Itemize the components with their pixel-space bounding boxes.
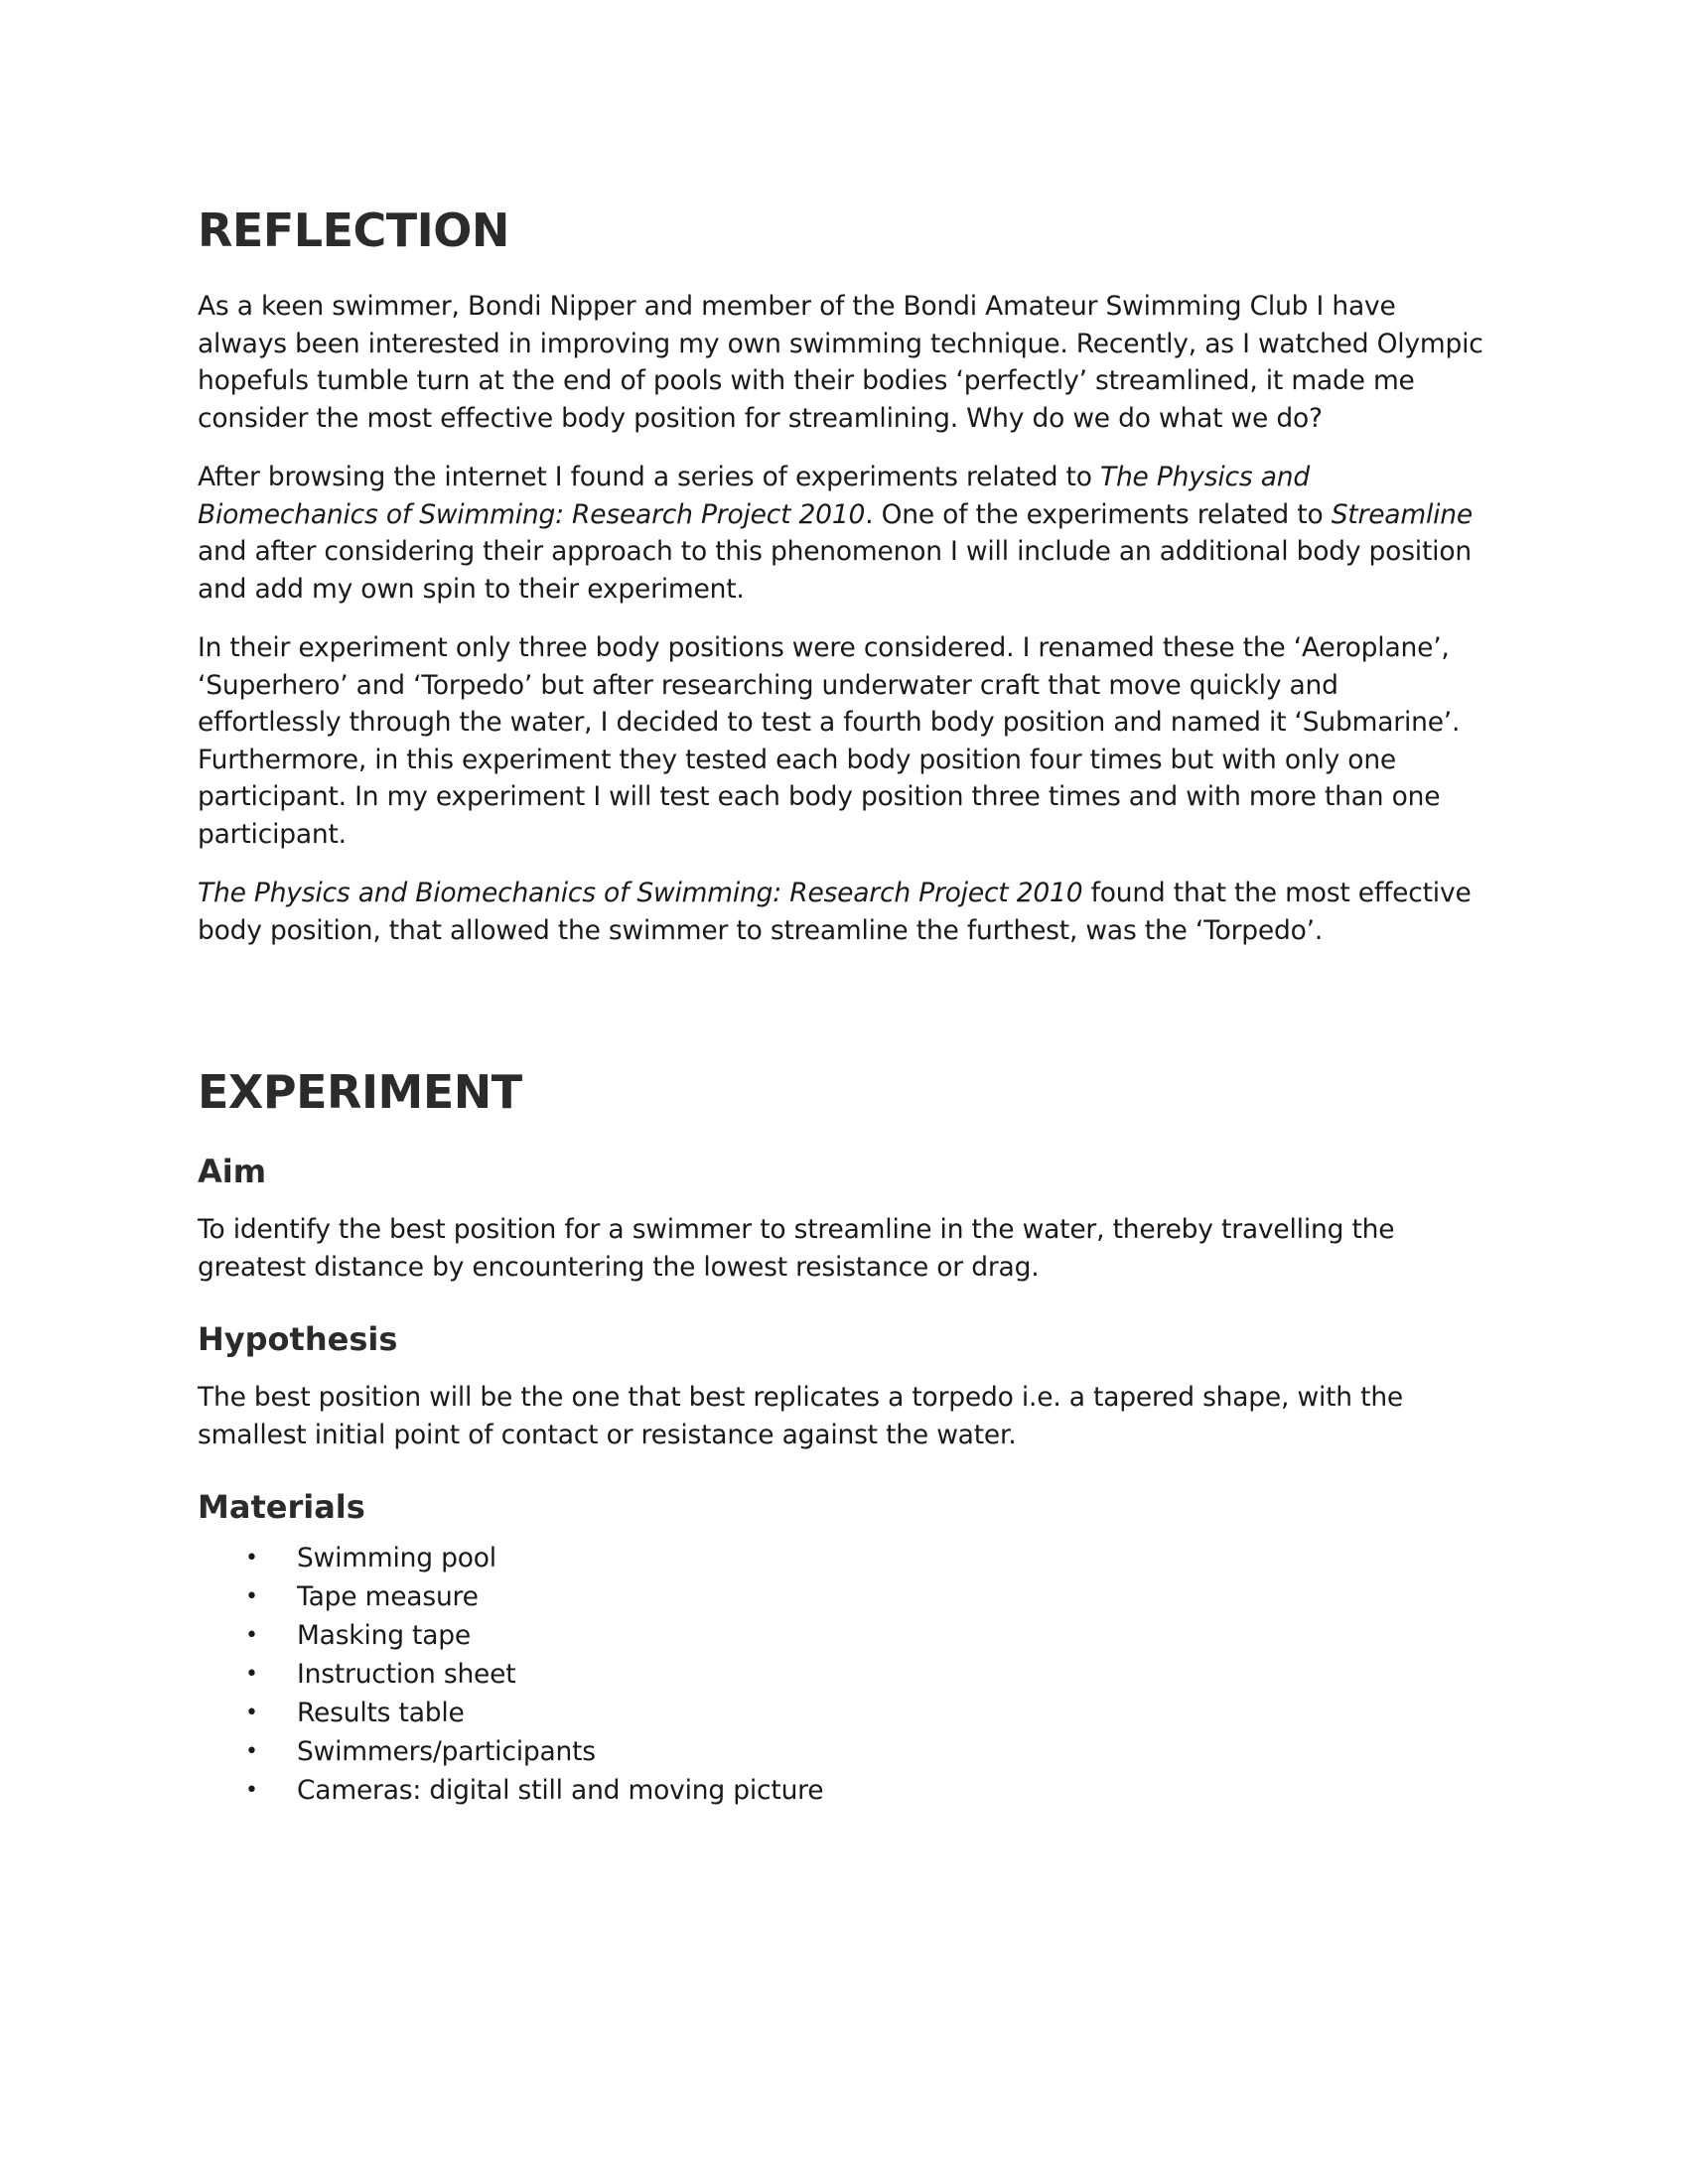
bullet-icon: • [245, 1546, 258, 1570]
bullet-icon: • [245, 1584, 258, 1609]
materials-list-item [198, 1694, 1488, 1732]
material-label: Swimmers/participants [297, 1736, 596, 1767]
materials-list-item [198, 1616, 1488, 1655]
bullet-icon: • [245, 1623, 258, 1648]
material-label: Masking tape [297, 1620, 472, 1651]
bullet-icon: • [245, 1778, 258, 1803]
aim-text: To identify the best position for a swimmer to streamline in the water, thereby travelling the greatest distance by encountering the lowest resistance or drag. [198, 1214, 1395, 1283]
material-label: Swimming pool [297, 1543, 496, 1573]
materials-list-item [198, 1577, 1488, 1616]
experiment-heading: EXPERIMENT [198, 1065, 522, 1119]
reflection-paragraph-4 [198, 875, 1488, 949]
text-run: . One of the experiments related to [865, 498, 1332, 530]
reflection-heading: REFLECTION [198, 204, 509, 257]
materials-heading: Materials [198, 1488, 365, 1526]
reflection-paragraph-2 [198, 459, 1488, 608]
reflection-paragraph-1: As a keen swimmer, Bondi Nipper and member of the Bondi Amateur Swimming Club I have always been interested in improving my own swimming technique. Recently, as I watched Olympic hopefuls tumble turn at the end of pools with their bodies ‘perfectly’ streamlined, it made me consider the most effective body position for streamlining. Why do we do what we do? [198, 291, 1483, 434]
bullet-icon: • [245, 1739, 258, 1764]
bullet-icon: • [245, 1701, 258, 1725]
streamline-italic: Streamline [1331, 498, 1473, 530]
project-title-italic: The Physics and Biomechanics of Swimming: Research Project 2010 [198, 878, 1083, 908]
materials-list-item [198, 1732, 1488, 1771]
hypothesis-heading: Hypothesis [198, 1320, 398, 1358]
materials-list [198, 1539, 1488, 1810]
text-run: found that the most effective body position, that allowed the swimmer to streamline the furthest, was the ‘Torpedo’. [198, 878, 1472, 946]
page-content [198, 199, 1488, 1810]
bullet-icon: • [245, 1662, 258, 1687]
material-label: Cameras: digital still and moving picture [297, 1775, 824, 1806]
reflection-paragraph-3: In their experiment only three body positions were considered. I renamed these the ‘Aeroplane’, ‘Superhero’ and ‘Torpedo’ but after researching underwater craft that move quickly and effortlessly through the water, I decided to test a fourth body position and named it ‘Submarine’. Furthermore, in this experiment they tested each body position four times but with only one participant. In my experiment I will test each body position three times and with more than one participant. [198, 632, 1461, 850]
text-run: and after considering their approach to this phenomenon I will include an additional body position and add my own spin to their experiment. [198, 536, 1472, 605]
text-run: After browsing the internet I found a series of experiments related to [198, 462, 1100, 492]
material-label: Results table [297, 1698, 465, 1728]
material-label: Instruction sheet [297, 1659, 516, 1690]
hypothesis-text: The best position will be the one that best replicates a torpedo i.e. a tapered shape, with the smallest initial point of contact or resistance against the water. [198, 1382, 1404, 1450]
aim-heading: Aim [198, 1153, 267, 1190]
material-label: Tape measure [297, 1581, 479, 1612]
materials-list-item [198, 1771, 1488, 1810]
materials-list-item [198, 1655, 1488, 1694]
materials-list-item [198, 1539, 1488, 1577]
project-title-italic: The Physics and Biomechanics of Swimming: Research Project 2010 [198, 462, 1310, 530]
